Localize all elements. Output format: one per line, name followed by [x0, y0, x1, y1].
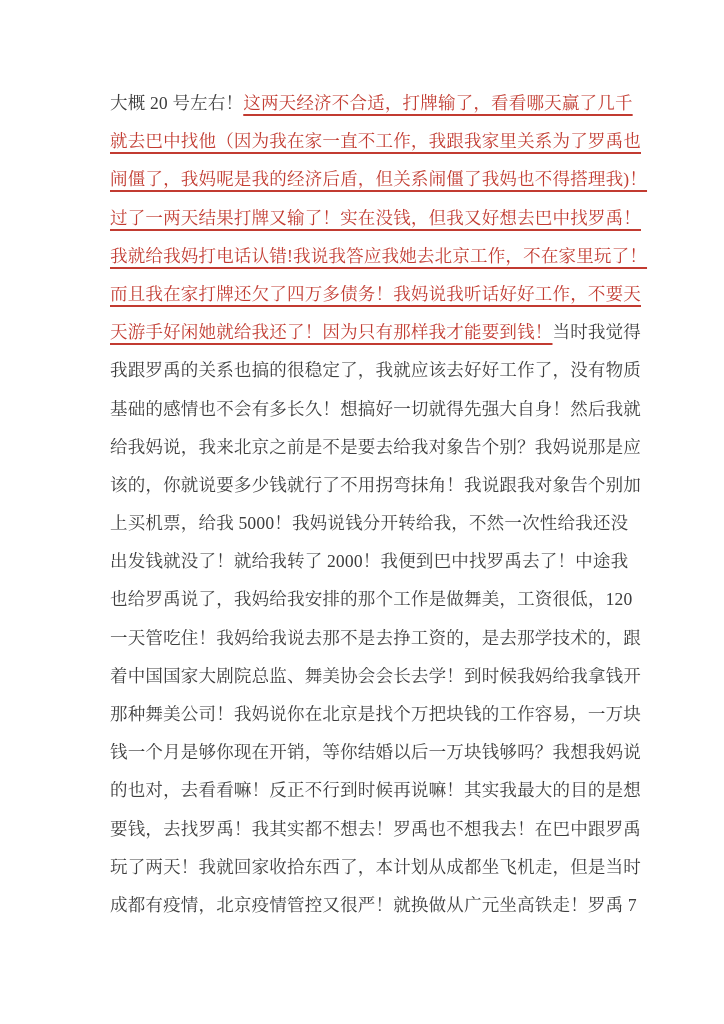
body-text-run: 我跟罗禹的关系也搞的很稳定了，我就应该去好好工作了，没有物质	[110, 360, 641, 381]
body-text-run: 的也对，去看看嘛！反正不行到时候再说嘛！其实我最大的目的是想	[110, 780, 641, 801]
text-line	[110, 237, 648, 275]
body-text-run: 玩了两天！我就回家收拾东西了，本计划从成都坐飞机走，但是当时	[110, 856, 641, 877]
body-text-run: 钱一个月是够你现在开销，等你结婚以后一万块钱够吗？我想我妈说	[110, 742, 641, 763]
text-line	[110, 619, 641, 657]
body-text-run: 成都有疫情，北京疫情管控又很严！就换做从广元坐高铁走！罗禹 7	[110, 894, 637, 915]
highlighted-text-run: 就去巴中找他（因为我在家一直不工作，我跟我家里关系为了罗禹也	[110, 131, 641, 152]
highlighted-text-run: 闹僵了，我妈呢是我的经济后盾，但关系闹僵了我妈也不得搭理我)！	[110, 169, 648, 190]
text-line	[110, 733, 641, 771]
highlighted-text-run: 而且我在家打牌还欠了四万多债务！我妈说我听话好好工作，不要天	[110, 283, 641, 304]
body-text-run: 出发钱就没了！就给我转了 2000！我便到巴中找罗禹去了！中途我	[110, 551, 629, 572]
body-text-run: 上买机票，给我 5000！我妈说钱分开转给我，不然一次性给我还没	[110, 513, 629, 534]
text-line	[110, 390, 641, 428]
text-line	[110, 886, 637, 924]
text-line	[110, 122, 641, 160]
highlighted-text-run: 我就给我妈打电话认错!我说我答应我她去北京工作，不在家里玩了！	[110, 245, 648, 266]
text-line	[110, 428, 641, 466]
text-line	[110, 84, 633, 122]
body-text-run: 也给罗禹说了，我妈给我安排的那个工作是做舞美，工资很低，120	[110, 589, 633, 610]
body-text-run: 基础的感情也不会有多长久！想搞好一切就得先强大自身！然后我就	[110, 398, 641, 419]
body-text-run: 那种舞美公司！我妈说你在北京是找个万把块钱的工作容易，一万块	[110, 704, 641, 724]
text-line	[110, 771, 641, 809]
body-text-run: 大概 20 号左右！	[110, 93, 244, 113]
text-line	[110, 810, 641, 848]
highlighted-text-run: 天游手好闲她就给我还了！因为只有那样我才能要到钱！	[110, 322, 553, 343]
text-line	[110, 160, 648, 198]
text-line	[110, 313, 641, 351]
text-line	[110, 848, 641, 886]
text-line	[110, 580, 633, 618]
text-line	[110, 466, 641, 504]
body-text-run: 要钱，去找罗禹！我其实都不想去！罗禹也不想我去！在巴中跟罗禹	[110, 818, 641, 839]
highlighted-text-run: 过了一两天结果打牌又输了！实在没钱，但我又好想去巴中找罗禹！	[110, 207, 641, 228]
text-line	[110, 695, 641, 733]
text-line	[110, 199, 641, 237]
body-text-run: 给我妈说，我来北京之前是不是要去给我对象告个别？我妈说那是应	[110, 436, 641, 457]
text-line	[110, 657, 641, 695]
text-line	[110, 275, 641, 313]
body-text-run: 该的，你就说要多少钱就行了不用拐弯抹角！我说跟我对象告个别加	[110, 474, 641, 495]
text-line	[110, 542, 629, 580]
text-line	[110, 504, 629, 542]
text-line	[110, 351, 641, 389]
body-text-run: 一天管吃住！我妈给我说去那不是去挣工资的，是去那学技术的，跟	[110, 627, 641, 648]
body-text-run: 着中国国家大剧院总监、舞美协会会长去学！到时候我妈给我拿钱开	[110, 665, 641, 686]
document-text	[110, 84, 648, 924]
highlighted-text-run: 这两天经济不合适，打牌输了，看看哪天赢了几千	[243, 93, 633, 113]
body-text-run: 当时我觉得	[552, 322, 641, 343]
